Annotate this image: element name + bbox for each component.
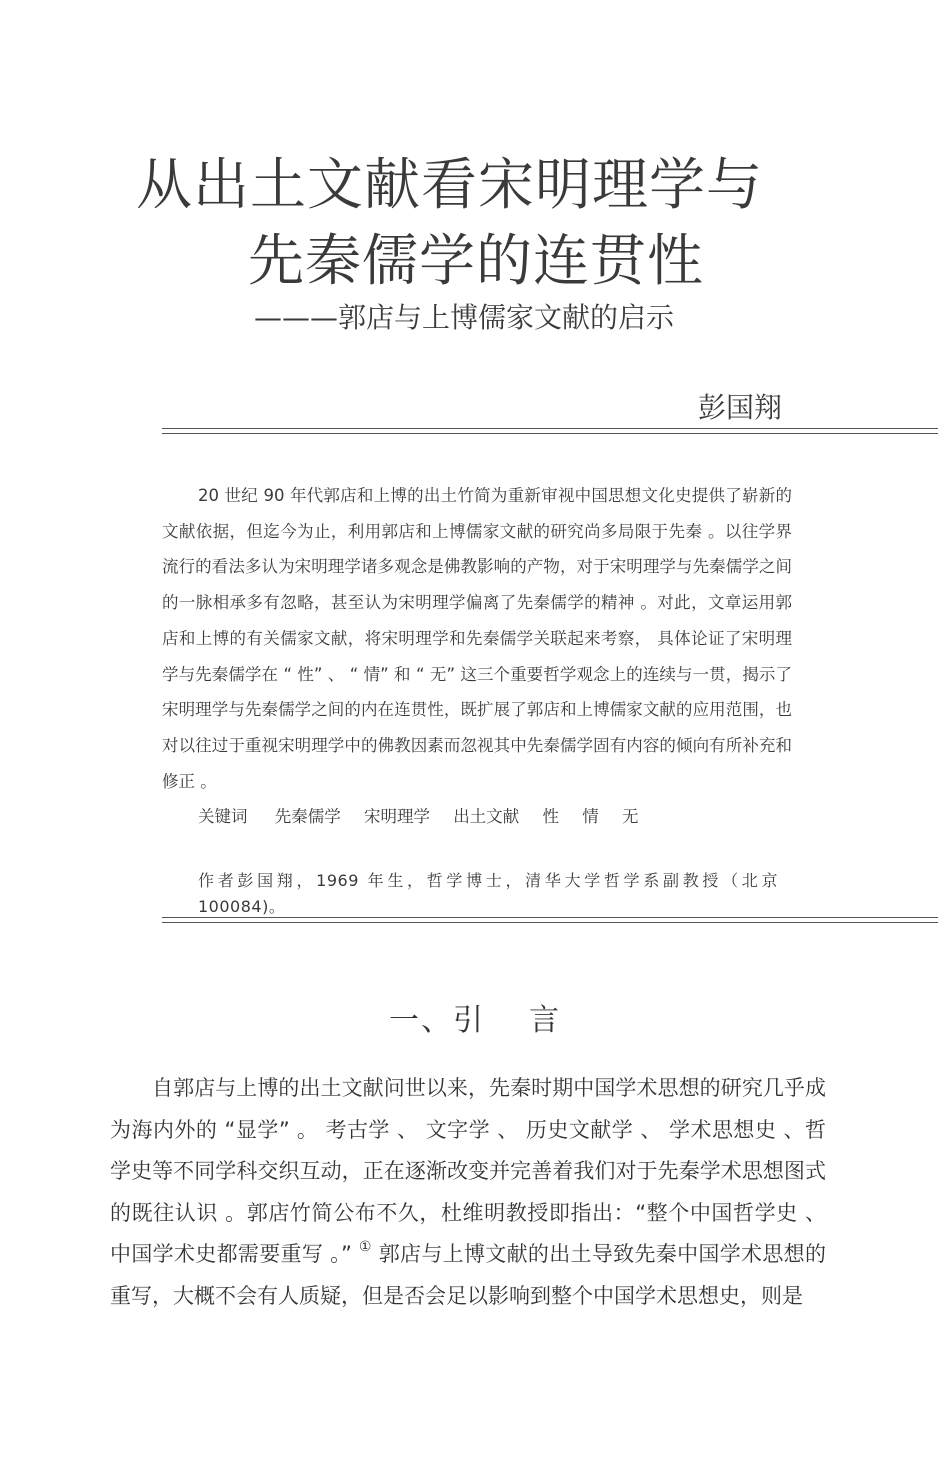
- keyword: 情: [582, 807, 599, 826]
- section-heading: [0, 1003, 950, 1038]
- divider-bottom: [162, 917, 938, 918]
- section-title: 言: [529, 1003, 561, 1038]
- divider-bottom-second: [162, 922, 938, 923]
- author-name: 彭国翔: [698, 391, 783, 424]
- body-paragraph: [110, 1068, 826, 1317]
- article-subtitle: ———郭店与上博儒家文献的启示: [254, 301, 675, 334]
- footnote-reference[interactable]: ①: [358, 1239, 372, 1255]
- article-title-line-2: 先秦儒学的连贯性: [248, 229, 704, 294]
- keyword: 出土文献: [453, 807, 520, 826]
- keyword: 宋明理学: [364, 807, 430, 826]
- divider-top: [162, 428, 938, 429]
- section-number: 一、引: [389, 1003, 485, 1038]
- keywords-label: 关键词: [198, 807, 248, 826]
- abstract: 20 世纪 90 年代郭店和上博的出土竹简为重新审视中国思想文化史提供了崭新的文献依据，但迄今为止，利用郭店和上博儒家文献的研究尚多局限于先秦 。以往学界流行的看法多认为宋明理学诸多观念是佛教影响的产物，对于宋明理学与先秦儒学之间的一脉相承多有忽略，甚至认为宋明理学偏离了先秦儒学的精神 。对此，文章运用郭店和上博的有关儒家文献，将宋明理学和先秦儒学关联起来考察， 具体论证了宋明理学与先秦儒学在 “ 性” 、 “ 情” 和 “ 无” 这三个重要哲学观念上的连续与一贯，揭示了宋明理学与先秦儒学之间的内在连贯性，既扩展了郭店和上博儒家文献的应用范围，也对以往过于重视宋明理学中的佛教因素而忽视其中先秦儒学固有内容的倾向有所补充和修正 。: [162, 486, 792, 791]
- divider-top-second: [162, 433, 938, 434]
- keyword: 先秦儒学: [274, 807, 341, 826]
- keyword: 无: [622, 807, 639, 826]
- keyword: 性: [542, 807, 559, 826]
- body-text-part-1: 自郭店与上博的出土文献问世以来，先秦时期中国学术思想的研究几乎成为海内外的 “显学” 。 考古学 、 文字学 、 历史文献学 、 学术思想史 、哲学史等不同学科交织互动，正在逐渐改变并完善着我们对于先秦学术思想图式的既往认识 。郭店竹简公布不久，杜维明教授即指出：“整个中国哲学史 、中国学术史都需要重写 。”: [110, 1076, 826, 1266]
- author-note: 作者彭国翔，1969 年生，哲学博士，清华大学哲学系副教授（北京 100084)。: [198, 871, 778, 916]
- body-text-part-2: 郭店与上博文献的出土导致先秦中国学术思想的重写，大概不会有人质疑，但是否会足以影响到整个中国学术思想史，则是: [110, 1242, 826, 1308]
- keywords: [198, 804, 657, 830]
- article-title-line-1: 从出土文献看宋明理学与: [136, 153, 763, 218]
